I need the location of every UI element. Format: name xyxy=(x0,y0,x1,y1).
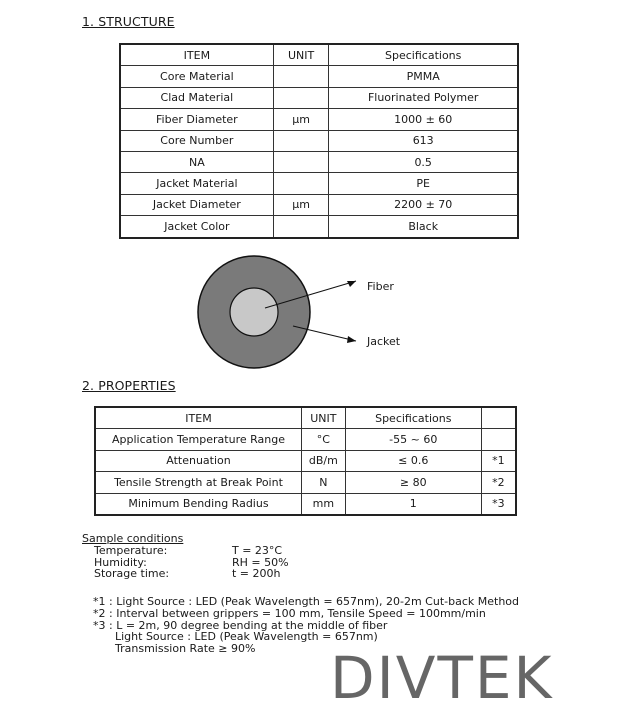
fiber-label: Fiber xyxy=(367,280,394,293)
structure-unit xyxy=(273,66,329,87)
properties-header-unit: UNIT xyxy=(301,407,345,429)
structure-item: Clad Material xyxy=(120,87,273,108)
condition-value: t = 200h xyxy=(232,567,281,581)
structure-spec: Black xyxy=(329,216,518,238)
properties-note: *3 xyxy=(481,493,516,515)
jacket-label: Jacket xyxy=(367,335,401,348)
structure-unit: μm xyxy=(273,194,329,215)
structure-spec: 613 xyxy=(329,130,518,151)
structure-title: 1. STRUCTURE xyxy=(82,14,175,29)
structure-unit xyxy=(273,151,329,172)
structure-item: Fiber Diameter xyxy=(120,109,273,130)
footnote-1: *1 : Light Source : LED (Peak Wavelength = 657nm), 20-2m Cut-back Method xyxy=(93,595,520,608)
properties-header-row xyxy=(95,407,516,429)
fiber-circle xyxy=(230,288,278,336)
properties-spec: ≥ 80 xyxy=(345,472,481,493)
table-row xyxy=(120,194,518,215)
structure-header-unit: UNIT xyxy=(273,44,329,66)
properties-spec: -55 ~ 60 xyxy=(345,429,481,450)
structure-item: Jacket Color xyxy=(120,216,273,238)
structure-spec: PMMA xyxy=(329,66,518,87)
table-row xyxy=(120,216,518,238)
condition-value: RH = 50% xyxy=(232,555,289,569)
structure-spec: Fluorinated Polymer xyxy=(329,87,518,108)
properties-spec: ≤ 0.6 xyxy=(345,450,481,471)
table-row xyxy=(95,450,516,471)
footnote-3-line-2: Light Source : LED (Peak Wavelength = 657nm) xyxy=(115,630,378,644)
table-row xyxy=(120,151,518,172)
properties-note xyxy=(481,429,516,450)
table-row xyxy=(120,109,518,130)
properties-header-note xyxy=(481,407,516,429)
structure-spec: 2200 ± 70 xyxy=(329,194,518,215)
table-row xyxy=(95,493,516,515)
sample-conditions-title: Sample conditions xyxy=(82,532,184,545)
fiber-cross-section-diagram xyxy=(195,255,435,370)
condition-label: Humidity: xyxy=(94,555,147,569)
structure-unit xyxy=(273,87,329,108)
structure-unit: μm xyxy=(273,109,329,130)
properties-unit: dB/m xyxy=(301,450,345,471)
properties-unit: N xyxy=(301,472,345,493)
properties-header-item: ITEM xyxy=(95,407,301,429)
fiber-arrowhead xyxy=(347,281,356,287)
condition-label: Temperature: xyxy=(94,543,168,557)
structure-item: Core Material xyxy=(120,66,273,87)
properties-header-spec: Specifications xyxy=(345,407,481,429)
structure-item: NA xyxy=(120,151,273,172)
structure-item: Jacket Material xyxy=(120,173,273,194)
condition-label: Storage time: xyxy=(94,567,170,581)
structure-header-spec: Specifications xyxy=(329,44,518,66)
properties-spec: 1 xyxy=(345,493,481,515)
properties-item: Minimum Bending Radius xyxy=(95,493,301,515)
divtek-logo: DIVTEK xyxy=(330,644,554,712)
properties-note: *1 xyxy=(481,450,516,471)
properties-item: Attenuation xyxy=(95,450,301,471)
structure-unit xyxy=(273,216,329,238)
footnote-3-line-3: Transmission Rate ≥ 90% xyxy=(115,642,256,656)
properties-item: Application Temperature Range xyxy=(95,429,301,450)
properties-note: *2 xyxy=(481,472,516,493)
structure-item: Jacket Diameter xyxy=(120,194,273,215)
table-row xyxy=(95,472,516,493)
table-row xyxy=(120,130,518,151)
properties-unit: °C xyxy=(301,429,345,450)
table-row xyxy=(120,87,518,108)
table-row xyxy=(120,66,518,87)
structure-spec: 0.5 xyxy=(329,151,518,172)
condition-row xyxy=(82,545,289,557)
condition-row xyxy=(82,568,289,580)
table-row xyxy=(95,429,516,450)
structure-unit xyxy=(273,130,329,151)
structure-header-item: ITEM xyxy=(120,44,273,66)
sample-conditions xyxy=(82,533,289,580)
footnote-2: *2 : Interval between grippers = 100 mm, Tensile Speed = 100mm/min xyxy=(93,606,486,620)
structure-unit xyxy=(273,173,329,194)
properties-unit: mm xyxy=(301,493,345,515)
properties-item: Tensile Strength at Break Point xyxy=(95,472,301,493)
structure-item: Core Number xyxy=(120,130,273,151)
jacket-arrowhead xyxy=(347,336,356,343)
table-row xyxy=(120,173,518,194)
structure-header-row xyxy=(120,44,518,66)
structure-table xyxy=(119,43,519,239)
footnote-3: *3 : L = 2m, 90 degree bending at the middle of fiber xyxy=(93,618,388,632)
structure-spec: 1000 ± 60 xyxy=(329,109,518,130)
properties-table xyxy=(94,406,517,516)
properties-title: 2. PROPERTIES xyxy=(82,378,176,393)
condition-value: T = 23°C xyxy=(232,543,283,557)
structure-spec: PE xyxy=(329,173,518,194)
